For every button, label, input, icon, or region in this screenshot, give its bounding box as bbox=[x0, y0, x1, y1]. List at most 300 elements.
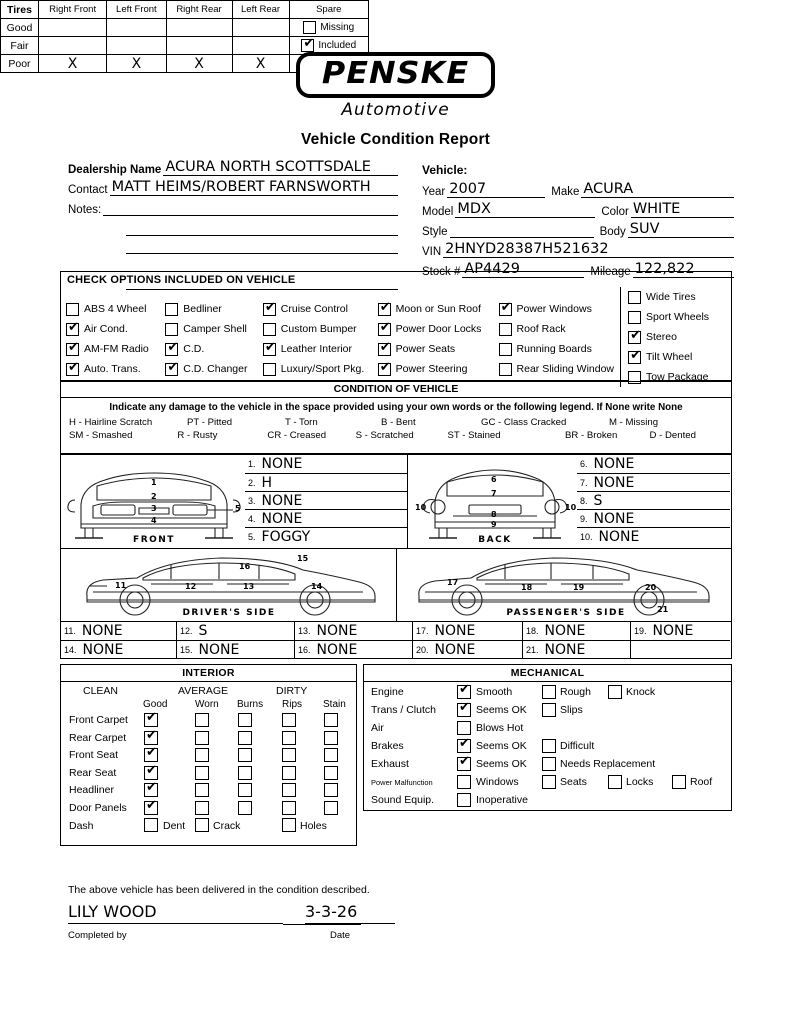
checkbox-checked-icon[interactable] bbox=[378, 323, 391, 336]
checkbox-icon[interactable] bbox=[324, 713, 338, 727]
damage-value[interactable]: H bbox=[261, 475, 273, 491]
checkbox-checked-icon[interactable] bbox=[263, 303, 276, 316]
legend-item: PT - Pitted bbox=[187, 417, 233, 428]
tire-cell[interactable] bbox=[107, 19, 166, 37]
damage-value[interactable]: NONE bbox=[261, 511, 303, 527]
damage-entry-17[interactable] bbox=[413, 622, 523, 640]
checkbox-icon[interactable] bbox=[282, 731, 296, 745]
checkbox-icon[interactable] bbox=[499, 363, 512, 376]
mechanical-option-label: Seems OK bbox=[476, 704, 527, 716]
checkbox-icon[interactable] bbox=[263, 363, 276, 376]
checkbox-icon[interactable] bbox=[499, 323, 512, 336]
make-label: Make bbox=[551, 186, 580, 198]
style-label: Style bbox=[422, 226, 448, 238]
mechanical-option-label: Seats bbox=[560, 776, 587, 788]
damage-entry-11[interactable] bbox=[61, 622, 177, 640]
damage-number: 15. bbox=[180, 645, 193, 655]
checkbox-icon[interactable] bbox=[608, 775, 622, 789]
option-running-boards[interactable] bbox=[499, 339, 614, 359]
checkbox-checked-icon[interactable] bbox=[144, 731, 158, 745]
damage-value[interactable]: NONE bbox=[198, 642, 240, 658]
spare-missing-label: Missing bbox=[320, 22, 355, 33]
check-options-section bbox=[60, 271, 732, 381]
tire-cell[interactable]: X bbox=[166, 55, 232, 73]
checkbox-icon[interactable] bbox=[324, 801, 338, 815]
damage-entry-15[interactable] bbox=[177, 640, 295, 658]
legend-item: S - Scratched bbox=[355, 430, 414, 441]
contact-value[interactable]: MATT HEIMS/ROBERT FARNSWORTH bbox=[110, 180, 398, 196]
interior-group-clean: CLEAN bbox=[83, 685, 119, 697]
option-label: Auto. Trans. bbox=[84, 363, 141, 375]
option-label: Power Windows bbox=[516, 303, 592, 315]
damage-diagram-section bbox=[60, 454, 732, 659]
callout-20: 20 bbox=[645, 583, 657, 592]
checkbox-icon[interactable] bbox=[238, 801, 252, 815]
year-value[interactable]: 2007 bbox=[447, 182, 545, 198]
damage-entry-3[interactable] bbox=[245, 491, 407, 509]
checkbox-icon[interactable] bbox=[263, 323, 276, 336]
option-power-windows[interactable] bbox=[499, 299, 614, 319]
option-tilt-wheel[interactable] bbox=[628, 347, 725, 367]
checkbox-icon[interactable] bbox=[282, 801, 296, 815]
checkbox-icon[interactable] bbox=[324, 731, 338, 745]
checkbox-checked-icon[interactable] bbox=[499, 303, 512, 316]
tire-cell[interactable]: X bbox=[38, 55, 106, 73]
stock-value[interactable]: AP4429 bbox=[462, 262, 584, 278]
option-label: Sport Wheels bbox=[646, 311, 710, 323]
interior-column-headers bbox=[61, 682, 356, 712]
damage-value[interactable]: NONE bbox=[316, 623, 358, 639]
vehicle-info bbox=[422, 163, 734, 280]
damage-number: 17. bbox=[416, 626, 429, 636]
checkbox-icon[interactable] bbox=[324, 766, 338, 780]
checkbox-icon[interactable] bbox=[499, 343, 512, 356]
interior-col-rips: Rips bbox=[282, 699, 303, 710]
interior-row-front-seat bbox=[61, 747, 356, 765]
front-diagram bbox=[63, 456, 245, 547]
damage-number: 14. bbox=[64, 645, 77, 655]
checkbox-icon[interactable] bbox=[144, 818, 158, 832]
callout-8: 8 bbox=[491, 510, 497, 519]
damage-entry-16[interactable] bbox=[295, 640, 413, 658]
option-stereo[interactable] bbox=[628, 327, 725, 347]
checkbox-checked-icon[interactable] bbox=[144, 748, 158, 762]
checkbox-checked-icon[interactable] bbox=[301, 39, 314, 52]
interior-row-label: Rear Seat bbox=[69, 766, 117, 779]
checkbox-checked-icon[interactable] bbox=[378, 343, 391, 356]
back-diagram bbox=[413, 456, 577, 547]
checkbox-checked-icon[interactable] bbox=[263, 343, 276, 356]
legend-item: CR - Creased bbox=[267, 430, 327, 441]
vin-value[interactable]: 2HNYD28387H521632 bbox=[443, 242, 734, 258]
checkbox-checked-icon[interactable] bbox=[66, 343, 79, 356]
damage-value[interactable]: NONE bbox=[261, 456, 303, 472]
model-value[interactable]: MDX bbox=[455, 202, 595, 218]
callout-2: 2 bbox=[151, 492, 157, 501]
option-abs-4-wheel[interactable] bbox=[66, 299, 161, 319]
option-power-door-locks[interactable] bbox=[378, 319, 495, 339]
checkbox-checked-icon[interactable] bbox=[165, 343, 178, 356]
interior-col-worn: Worn bbox=[195, 699, 219, 710]
callout-18: 18 bbox=[521, 583, 533, 592]
tires-row-label: Fair bbox=[1, 37, 39, 55]
checkbox-icon[interactable] bbox=[324, 748, 338, 762]
option-label: AM-FM Radio bbox=[84, 343, 149, 355]
option-label: Power Door Locks bbox=[395, 323, 482, 335]
style-value[interactable] bbox=[450, 237, 594, 238]
damage-entry-5[interactable] bbox=[245, 527, 407, 547]
damage-number: 2. bbox=[248, 478, 256, 488]
checkbox-checked-icon[interactable] bbox=[457, 703, 471, 717]
option-rear-sliding-window[interactable] bbox=[499, 359, 614, 379]
legend-item: SM - Smashed bbox=[69, 430, 133, 441]
damage-entry-1[interactable] bbox=[245, 455, 407, 473]
damage-value[interactable]: NONE bbox=[593, 456, 635, 472]
tires-header-row bbox=[1, 1, 369, 19]
legend-item: BR - Broken bbox=[565, 430, 618, 441]
option-label: Leather Interior bbox=[280, 343, 353, 355]
check-options-title: CHECK OPTIONS INCLUDED ON VEHICLE bbox=[67, 274, 296, 286]
mechanical-option-label: Knock bbox=[626, 686, 656, 698]
checkbox-icon[interactable] bbox=[238, 713, 252, 727]
damage-number: 9. bbox=[580, 514, 588, 524]
option-camper-shell[interactable] bbox=[165, 319, 259, 339]
checkbox-icon[interactable] bbox=[282, 818, 296, 832]
tire-cell[interactable] bbox=[232, 19, 289, 37]
divider-vertical-mid bbox=[396, 548, 397, 621]
damage-entry-2[interactable] bbox=[245, 473, 407, 491]
checkbox-checked-icon[interactable] bbox=[457, 739, 471, 753]
damage-entry-7[interactable] bbox=[577, 473, 730, 491]
damage-value[interactable]: NONE bbox=[316, 642, 358, 658]
checkbox-icon[interactable] bbox=[238, 731, 252, 745]
interior-col-burns: Burns bbox=[237, 699, 264, 710]
option-am-fm-radio[interactable] bbox=[66, 339, 161, 359]
damage-value[interactable]: NONE bbox=[261, 493, 303, 509]
callout-17: 17 bbox=[447, 578, 459, 587]
damage-number: 7. bbox=[580, 478, 588, 488]
delivery-statement: The above vehicle has been delivered in the condition described. bbox=[68, 884, 370, 896]
option-air-cond[interactable] bbox=[66, 319, 161, 339]
callout-14: 14 bbox=[311, 582, 323, 591]
mechanical-option-label: Locks bbox=[626, 776, 654, 788]
option-label: Power Steering bbox=[395, 363, 468, 375]
checkbox-icon[interactable] bbox=[303, 21, 316, 34]
checkbox-icon[interactable] bbox=[672, 775, 686, 789]
damage-entry-20[interactable] bbox=[413, 640, 523, 658]
tires-header-spare: Spare bbox=[289, 1, 368, 19]
checkbox-checked-icon[interactable] bbox=[628, 331, 641, 344]
damage-number: 11. bbox=[64, 626, 76, 636]
checkbox-icon[interactable] bbox=[542, 703, 556, 717]
checkbox-checked-icon[interactable] bbox=[66, 323, 79, 336]
checkbox-icon[interactable] bbox=[628, 311, 641, 324]
interior-group-average: AVERAGE bbox=[178, 685, 228, 697]
checkbox-checked-icon[interactable] bbox=[378, 363, 391, 376]
make-value[interactable]: ACURA bbox=[581, 182, 734, 198]
checkbox-checked-icon[interactable] bbox=[144, 766, 158, 780]
checkbox-checked-icon[interactable] bbox=[165, 363, 178, 376]
checkbox-icon[interactable] bbox=[282, 766, 296, 780]
option-cd[interactable] bbox=[165, 339, 259, 359]
damage-entry-6[interactable] bbox=[577, 455, 730, 473]
option-custom-bumper[interactable] bbox=[263, 319, 374, 339]
interior-row-door-panels bbox=[61, 800, 356, 818]
callout-7: 7 bbox=[491, 489, 497, 498]
damage-value[interactable]: NONE bbox=[593, 511, 635, 527]
checkbox-checked-icon[interactable] bbox=[144, 801, 158, 815]
damage-number: 6. bbox=[580, 459, 588, 469]
checkbox-icon[interactable] bbox=[542, 739, 556, 753]
checkbox-checked-icon[interactable] bbox=[144, 713, 158, 727]
mechanical-row-label: Engine bbox=[371, 686, 404, 698]
damage-number: 12. bbox=[180, 626, 193, 636]
option-label: ABS 4 Wheel bbox=[84, 303, 147, 315]
date-value[interactable]: 3-3-26 bbox=[305, 902, 395, 924]
stock-label: Stock # bbox=[422, 266, 461, 278]
color-label: Color bbox=[601, 206, 629, 218]
legend-row-2 bbox=[61, 429, 731, 442]
tire-cell[interactable] bbox=[38, 19, 106, 37]
checkbox-checked-icon[interactable] bbox=[378, 303, 391, 316]
option-label: C.D. Changer bbox=[183, 363, 248, 375]
back-car-illustration bbox=[413, 456, 577, 547]
tire-cell[interactable]: X bbox=[232, 55, 289, 73]
dash-option-holes-label: Holes bbox=[300, 820, 327, 832]
option-wide-tires[interactable] bbox=[628, 287, 725, 307]
damage-value[interactable]: NONE bbox=[544, 642, 586, 658]
damage-value[interactable]: NONE bbox=[81, 623, 123, 639]
option-luxury-sport-pkg[interactable] bbox=[263, 359, 374, 379]
options-column-2 bbox=[165, 287, 263, 387]
damage-entry-18[interactable] bbox=[523, 622, 631, 640]
tires-header-left-rear: Left Rear bbox=[232, 1, 289, 19]
options-column-5 bbox=[499, 287, 618, 387]
damage-entry-blank[interactable] bbox=[631, 640, 730, 658]
option-label: Camper Shell bbox=[183, 323, 247, 335]
damage-entry-9[interactable] bbox=[577, 509, 730, 527]
tire-cell[interactable] bbox=[166, 19, 232, 37]
mechanical-row-power-malfunction bbox=[364, 774, 731, 792]
option-bedliner[interactable] bbox=[165, 299, 259, 319]
damage-entry-12[interactable] bbox=[177, 622, 295, 640]
option-moon-or-sun-roof[interactable] bbox=[378, 299, 495, 319]
callout-10-right: 10 bbox=[565, 503, 577, 512]
interior-row-headliner bbox=[61, 782, 356, 800]
legend-item: H - Hairline Scratch bbox=[69, 417, 153, 428]
checkbox-icon[interactable] bbox=[324, 783, 338, 797]
checkbox-icon[interactable] bbox=[165, 323, 178, 336]
mechanical-row-air bbox=[364, 720, 731, 738]
checkbox-icon[interactable] bbox=[457, 793, 471, 807]
mechanical-title: MECHANICAL bbox=[364, 665, 731, 682]
dealership-name-label: Dealership Name bbox=[68, 164, 162, 176]
damage-value[interactable]: NONE bbox=[434, 642, 476, 658]
checkbox-icon[interactable] bbox=[282, 748, 296, 762]
vin-label: VIN bbox=[422, 246, 442, 258]
legend-row-1 bbox=[61, 416, 731, 429]
mileage-label: Mileage bbox=[590, 266, 631, 278]
spare-missing-cell[interactable] bbox=[289, 19, 368, 37]
option-cd-changer[interactable] bbox=[165, 359, 259, 379]
condition-title: CONDITION OF VEHICLE bbox=[61, 382, 731, 398]
checkbox-checked-icon[interactable] bbox=[457, 685, 471, 699]
damage-number bbox=[634, 645, 640, 655]
dash-option-dent-label: Dent bbox=[163, 820, 186, 832]
option-label: Wide Tires bbox=[646, 291, 696, 303]
interior-title: INTERIOR bbox=[61, 665, 356, 682]
interior-row-rear-carpet bbox=[61, 730, 356, 748]
mechanical-row-label: Trans / Clutch bbox=[371, 704, 436, 716]
option-label: Rear Sliding Window bbox=[516, 363, 615, 375]
damage-value[interactable]: NONE bbox=[652, 623, 694, 639]
damage-entry-19[interactable] bbox=[631, 622, 730, 640]
checkbox-icon[interactable] bbox=[165, 303, 178, 316]
mechanical-row-engine bbox=[364, 684, 731, 702]
checkbox-icon[interactable] bbox=[195, 766, 209, 780]
checkbox-icon[interactable] bbox=[195, 713, 209, 727]
checkbox-icon[interactable] bbox=[542, 685, 556, 699]
date-label: Date bbox=[330, 930, 351, 941]
damage-entry-8[interactable] bbox=[577, 491, 730, 509]
passengers-side-label: PASSENGER'S SIDE bbox=[506, 608, 626, 618]
mechanical-row-label: Brakes bbox=[371, 740, 404, 752]
option-label: Air Cond. bbox=[84, 323, 128, 335]
option-power-seats[interactable] bbox=[378, 339, 495, 359]
notes-value[interactable] bbox=[103, 215, 398, 216]
damage-entry-13[interactable] bbox=[295, 622, 413, 640]
mechanical-row-label: Sound Equip. bbox=[371, 794, 435, 806]
checkbox-checked-icon[interactable] bbox=[66, 363, 79, 376]
checkbox-icon[interactable] bbox=[195, 748, 209, 762]
interior-row-label: Front Carpet bbox=[69, 714, 128, 726]
mechanical-option-label: Difficult bbox=[560, 740, 595, 752]
checkbox-icon[interactable] bbox=[608, 685, 622, 699]
notes-line-2[interactable] bbox=[126, 218, 398, 236]
style-body-row bbox=[422, 220, 734, 238]
condition-of-vehicle-section bbox=[60, 381, 732, 454]
drivers-side-diagram bbox=[63, 550, 395, 620]
damage-value[interactable]: S bbox=[198, 623, 208, 639]
checkbox-icon[interactable] bbox=[542, 775, 556, 789]
checkbox-icon[interactable] bbox=[457, 775, 471, 789]
spare-included-cell[interactable] bbox=[289, 37, 368, 55]
color-value[interactable]: WHITE bbox=[631, 202, 734, 218]
damage-value[interactable]: NONE bbox=[544, 623, 586, 639]
checkbox-checked-icon[interactable] bbox=[457, 757, 471, 771]
year-make-row bbox=[422, 180, 734, 198]
legend-item: B - Bent bbox=[381, 417, 416, 428]
checkbox-icon[interactable] bbox=[457, 721, 471, 735]
mechanical-option-label: Windows bbox=[476, 776, 519, 788]
damage-number: 20. bbox=[416, 645, 429, 655]
damage-number: 8. bbox=[580, 496, 588, 506]
damage-entry-14[interactable] bbox=[61, 640, 177, 658]
back-label: BACK bbox=[478, 535, 512, 545]
option-leather-interior[interactable] bbox=[263, 339, 374, 359]
checkbox-icon[interactable] bbox=[628, 291, 641, 304]
mechanical-row-brakes bbox=[364, 738, 731, 756]
body-value[interactable]: SUV bbox=[628, 222, 734, 238]
callout-10-left: 10 bbox=[415, 503, 427, 512]
damage-value[interactable]: NONE bbox=[593, 475, 635, 491]
checkbox-checked-icon[interactable] bbox=[628, 351, 641, 364]
completed-by-value[interactable]: LILY WOOD bbox=[68, 902, 283, 924]
checkbox-icon[interactable] bbox=[238, 748, 252, 762]
logo-box bbox=[296, 52, 495, 98]
callout-4: 4 bbox=[151, 516, 157, 525]
damage-value[interactable]: FOGGY bbox=[261, 529, 311, 545]
checkbox-icon[interactable] bbox=[542, 757, 556, 771]
legend-item: T - Torn bbox=[285, 417, 318, 428]
vehicle-heading: Vehicle: bbox=[422, 163, 468, 177]
front-car-illustration bbox=[63, 456, 245, 547]
damage-number: 13. bbox=[298, 626, 311, 636]
callout-9: 9 bbox=[491, 520, 497, 529]
mechanical-option-label: Blows Hot bbox=[476, 722, 524, 734]
damage-number: 10. bbox=[580, 532, 593, 542]
checkbox-icon[interactable] bbox=[238, 783, 252, 797]
checkbox-icon[interactable] bbox=[195, 731, 209, 745]
damage-value[interactable]: NONE bbox=[434, 623, 476, 639]
checkbox-icon[interactable] bbox=[282, 783, 296, 797]
contact-field bbox=[68, 178, 398, 196]
interior-row-dash bbox=[61, 817, 356, 837]
checkbox-icon[interactable] bbox=[195, 818, 209, 832]
damage-entry-4[interactable] bbox=[245, 509, 407, 527]
notes-line-4[interactable] bbox=[126, 254, 398, 272]
tire-cell[interactable]: X bbox=[107, 55, 166, 73]
year-label: Year bbox=[422, 186, 446, 198]
checkbox-icon[interactable] bbox=[195, 783, 209, 797]
damage-number: 16. bbox=[298, 645, 311, 655]
mechanical-row-label: Air bbox=[371, 722, 384, 734]
interior-row-front-carpet bbox=[61, 712, 356, 730]
interior-group-dirty: DIRTY bbox=[276, 685, 308, 697]
checkbox-checked-icon[interactable] bbox=[144, 783, 158, 797]
damage-number: 1. bbox=[248, 459, 256, 469]
option-label: Moon or Sun Roof bbox=[395, 303, 481, 315]
dealership-name-value[interactable]: ACURA NORTH SCOTTSDALE bbox=[163, 160, 398, 176]
option-label: Cruise Control bbox=[280, 303, 348, 315]
drivers-side-label: DRIVER'S SIDE bbox=[182, 608, 276, 618]
options-column-6 bbox=[620, 287, 729, 387]
damage-entry-21[interactable] bbox=[523, 640, 631, 658]
condition-instruction: Indicate any damage to the vehicle in the space provided using your own words or the following legend. If None write None bbox=[109, 402, 683, 413]
callout-1: 1 bbox=[151, 478, 157, 487]
option-power-steering[interactable] bbox=[378, 359, 495, 379]
damage-value[interactable]: NONE bbox=[82, 642, 124, 658]
mileage-value[interactable]: 122,822 bbox=[633, 262, 734, 278]
damage-value[interactable]: NONE bbox=[598, 529, 640, 545]
mechanical-option-label: Inoperative bbox=[476, 794, 528, 806]
callout-6: 6 bbox=[491, 475, 497, 484]
checkbox-icon[interactable] bbox=[66, 303, 79, 316]
passengers-side-diagram bbox=[401, 550, 731, 620]
checkbox-icon[interactable] bbox=[238, 766, 252, 780]
checkbox-icon[interactable] bbox=[282, 713, 296, 727]
damage-value[interactable]: S bbox=[593, 493, 603, 509]
option-cruise-control[interactable] bbox=[263, 299, 374, 319]
option-sport-wheels[interactable] bbox=[628, 307, 725, 327]
damage-entry-10[interactable] bbox=[577, 527, 730, 547]
option-roof-rack[interactable] bbox=[499, 319, 614, 339]
notes-line-3[interactable] bbox=[126, 236, 398, 254]
callout-15: 15 bbox=[297, 554, 309, 563]
option-auto-trans[interactable] bbox=[66, 359, 161, 379]
checkbox-icon[interactable] bbox=[195, 801, 209, 815]
tires-header-right-rear: Right Rear bbox=[166, 1, 232, 19]
